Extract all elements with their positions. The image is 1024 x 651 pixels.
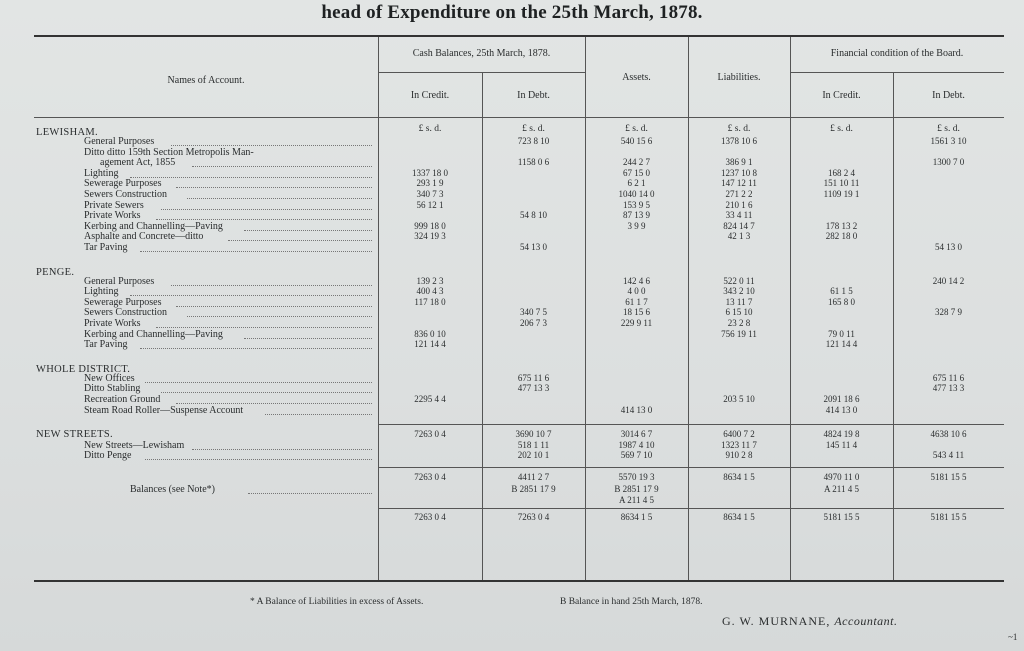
account-label-continued: agement Act, 1855 xyxy=(100,157,176,169)
total-rule xyxy=(378,467,1004,468)
leader-dots xyxy=(161,208,372,210)
amount-cell: 7263 0 4 xyxy=(517,511,550,522)
account-label: Ditto Stabling xyxy=(84,383,141,395)
amount-cell: 675 11 6 xyxy=(932,372,965,383)
amount-cell: 61 1 7 xyxy=(625,296,648,307)
section-heading: NEW STREETS. xyxy=(36,429,113,441)
amount-cell: 1987 4 10 xyxy=(618,439,655,450)
account-label: Private Works xyxy=(84,318,141,329)
amount-cell: 910 2 8 xyxy=(725,450,753,461)
amount-cell: 147 12 11 xyxy=(721,178,757,189)
account-label: Kerbing and Channelling—Paving xyxy=(84,328,223,340)
currency-label: £ s. d. xyxy=(937,124,960,134)
amount-cell: 203 5 10 xyxy=(723,394,755,404)
amount-cell: 23 2 8 xyxy=(727,318,751,328)
amount-cell: 67 15 0 xyxy=(623,167,650,178)
amount-cell: 1337 18 0 xyxy=(412,167,448,178)
page-title: head of Expenditure on the 25th March, 1878. xyxy=(321,2,703,23)
amount-cell: 145 11 4 xyxy=(825,439,858,450)
column-divider xyxy=(378,37,379,580)
header-rule xyxy=(378,72,585,73)
amount-cell: 5181 15 5 xyxy=(930,511,967,522)
leader-dots xyxy=(176,305,372,307)
amount-cell: 5181 15 5 xyxy=(823,511,860,522)
amount-cell: 1040 14 0 xyxy=(618,189,655,199)
header-assets: Assets. xyxy=(622,72,651,83)
header-rule xyxy=(790,72,1004,73)
header-liabilities: Liabilities. xyxy=(717,72,761,83)
amount-cell: 229 9 11 xyxy=(620,318,653,328)
amount-cell: 340 7 3 xyxy=(416,189,444,199)
footnote-b: B Balance in hand 25th March, 1878. xyxy=(560,597,703,607)
amount-cell: 54 13 0 xyxy=(935,242,962,252)
leader-dots xyxy=(244,337,372,339)
total-rule xyxy=(378,508,1004,509)
amount-cell: 386 9 1 xyxy=(725,157,753,168)
amount-cell: 6 15 10 xyxy=(725,307,753,318)
amount-cell: 675 11 6 xyxy=(517,372,550,383)
amount-cell: 178 13 2 xyxy=(825,220,858,231)
amount-cell: 56 12 1 xyxy=(416,199,444,210)
amount-cell: 1323 11 7 xyxy=(721,439,757,450)
leader-dots xyxy=(265,413,372,415)
amount-cell: 153 9 5 xyxy=(623,199,650,210)
amount-cell: 543 4 11 xyxy=(932,450,965,461)
leader-dots xyxy=(248,492,372,494)
account-label: Ditto Penge xyxy=(84,450,132,462)
currency-label: £ s. d. xyxy=(522,124,545,134)
header-bottom-rule xyxy=(34,117,1004,118)
header-names: Names of Account. xyxy=(167,75,245,86)
amount-cell: 271 2 2 xyxy=(725,189,753,199)
amount-cell: 324 19 3 xyxy=(414,231,446,242)
header-in-debt: In Debt. xyxy=(932,90,965,101)
account-label: Kerbing and Channelling—Paving xyxy=(84,220,223,232)
amount-cell: 4824 19 8 xyxy=(823,429,860,440)
amount-cell: 54 13 0 xyxy=(520,242,547,252)
amount-cell: 121 14 4 xyxy=(825,339,858,350)
amount-cell: A 211 4 5 xyxy=(824,483,859,494)
signature-title: Accountant. xyxy=(834,614,898,628)
amount-cell: 1561 3 10 xyxy=(930,136,967,146)
amount-cell: 79 0 11 xyxy=(828,328,855,339)
account-label: Asphalte and Concrete—ditto xyxy=(84,231,204,243)
column-divider xyxy=(893,73,894,580)
amount-cell: 7263 0 4 xyxy=(414,472,446,482)
amount-cell: B 2851 17 9 xyxy=(511,483,556,494)
amount-cell: B 2851 17 9 xyxy=(614,483,659,494)
section-heading: WHOLE DISTRICT. xyxy=(36,363,131,375)
leader-dots xyxy=(130,294,372,296)
section-heading: PENGE. xyxy=(36,266,75,278)
amount-cell: 151 10 11 xyxy=(823,178,860,189)
amount-cell: 5570 19 3 xyxy=(618,472,655,482)
currency-label: £ s. d. xyxy=(418,124,442,134)
bottom-rule xyxy=(34,580,1004,582)
account-label: General Purposes xyxy=(84,136,155,147)
top-rule xyxy=(34,35,1004,37)
amount-cell: 477 13 3 xyxy=(517,383,550,394)
amount-cell: 1300 7 0 xyxy=(932,157,965,168)
amount-cell: 13 11 7 xyxy=(725,296,753,307)
amount-cell: 8634 1 5 xyxy=(723,511,755,522)
leader-dots xyxy=(244,229,372,231)
header-in-debt: In Debt. xyxy=(517,90,550,101)
amount-cell: 1378 10 6 xyxy=(721,136,757,146)
amount-cell: 343 2 10 xyxy=(723,286,755,297)
leader-dots xyxy=(161,391,372,393)
amount-cell: 2295 4 4 xyxy=(414,394,446,404)
leader-dots xyxy=(228,239,372,241)
leader-dots xyxy=(187,315,372,317)
signature-name: G. W. MURNANE, xyxy=(722,614,831,628)
amount-cell: 3690 10 7 xyxy=(515,429,552,440)
amount-cell: 42 1 3 xyxy=(727,231,751,242)
amount-cell: 61 1 5 xyxy=(830,286,853,297)
account-label: Sewers Construction xyxy=(84,307,168,319)
amount-cell: 4970 11 0 xyxy=(823,472,860,482)
header-in-credit: In Credit. xyxy=(410,90,450,101)
leader-dots xyxy=(140,250,372,252)
leader-dots xyxy=(176,186,372,188)
amount-cell: 4411 2 7 xyxy=(517,472,550,482)
amount-cell: 139 2 3 xyxy=(416,275,444,286)
amount-cell: 569 7 10 xyxy=(620,450,653,461)
amount-cell: 168 2 4 xyxy=(828,167,855,178)
header-in-credit: In Credit. xyxy=(822,90,861,101)
amount-cell: 206 7 3 xyxy=(520,318,547,328)
amount-cell: 210 1 6 xyxy=(725,199,753,210)
header-cash-balances: Cash Balances, 25th March, 1878. xyxy=(412,48,551,59)
amount-cell: 6 2 1 xyxy=(627,178,646,189)
account-label: Sewerage Purposes xyxy=(84,178,162,190)
amount-cell: 8634 1 5 xyxy=(723,472,755,482)
amount-cell: 2091 18 6 xyxy=(823,394,860,404)
leader-dots xyxy=(145,458,372,460)
account-label: Private Sewers xyxy=(84,199,144,211)
amount-cell: 328 7 9 xyxy=(935,307,962,318)
leader-dots xyxy=(140,347,372,349)
section-heading: LEWISHAM. xyxy=(36,127,98,138)
amount-cell: 518 1 11 xyxy=(517,439,550,450)
amount-cell: 3014 6 7 xyxy=(620,429,653,440)
signature xyxy=(722,614,898,629)
leader-dots xyxy=(187,197,372,199)
column-divider xyxy=(790,37,791,580)
amount-cell: 522 0 11 xyxy=(723,275,755,286)
amount-cell: 202 10 1 xyxy=(517,450,550,461)
amount-cell: 1237 10 8 xyxy=(721,167,757,178)
amount-cell: 117 18 0 xyxy=(414,296,446,307)
account-label: Steam Road Roller—Suspense Account xyxy=(84,404,244,416)
amount-cell: 7263 0 4 xyxy=(414,511,446,522)
account-label: New Offices xyxy=(84,372,135,384)
amount-cell: 1109 19 1 xyxy=(823,189,860,199)
amount-cell: A 211 4 5 xyxy=(619,495,654,506)
currency-label: £ s. d. xyxy=(727,124,751,134)
leader-dots xyxy=(145,381,372,383)
leader-dots xyxy=(171,284,372,286)
amount-cell: 340 7 5 xyxy=(520,307,547,318)
amount-cell: 5181 15 5 xyxy=(930,472,967,482)
amount-cell: 121 14 4 xyxy=(414,339,446,350)
amount-cell: 33 4 11 xyxy=(725,210,753,221)
amount-cell: 282 18 0 xyxy=(825,231,858,242)
amount-cell: 8634 1 5 xyxy=(620,511,653,522)
amount-cell: 824 14 7 xyxy=(723,220,755,231)
balances-label: Balances (see Note*) xyxy=(130,483,215,495)
amount-cell: 293 1 9 xyxy=(416,178,444,189)
account-label: Tar Paving xyxy=(84,339,128,351)
account-label: Lighting xyxy=(84,167,119,179)
currency-label: £ s. d. xyxy=(830,124,853,134)
amount-cell: 540 15 6 xyxy=(620,136,653,146)
amount-cell: 244 2 7 xyxy=(623,157,650,168)
amount-cell: 4 0 0 xyxy=(627,286,646,297)
amount-cell: 400 4 3 xyxy=(416,286,444,297)
header-financial: Financial condition of the Board. xyxy=(830,48,964,59)
account-label: Private Works xyxy=(84,210,141,222)
leader-dots xyxy=(192,448,372,450)
amount-cell: 999 18 0 xyxy=(414,220,446,231)
amount-cell: 87 13 9 xyxy=(623,210,650,221)
account-label: Lighting xyxy=(84,286,119,298)
amount-cell: 6400 7 2 xyxy=(723,429,755,440)
leader-dots xyxy=(130,176,372,178)
currency-label: £ s. d. xyxy=(625,124,648,134)
amount-cell: 3 9 9 xyxy=(627,220,646,231)
page-mark: ~1 xyxy=(1008,632,1018,642)
account-label: Sewers Construction xyxy=(84,189,168,200)
footnote-a: * A Balance of Liabilities in excess of Assets. xyxy=(250,597,424,607)
account-label: Tar Paving xyxy=(84,242,128,253)
amount-cell: 142 4 6 xyxy=(623,275,650,286)
leader-dots xyxy=(192,165,372,167)
amount-cell: 836 0 10 xyxy=(414,328,446,339)
amount-cell: 1158 0 6 xyxy=(517,157,550,168)
amount-cell: 4638 10 6 xyxy=(930,429,967,440)
account-label: New Streets—Lewisham xyxy=(84,439,185,451)
amount-cell: 7263 0 4 xyxy=(414,429,446,440)
amount-cell: 240 14 2 xyxy=(932,275,965,286)
account-label: Sewerage Purposes xyxy=(84,296,162,308)
amount-cell: 414 13 0 xyxy=(825,404,858,415)
account-label: Ditto ditto 159th Section Metropolis Man- xyxy=(84,146,254,158)
total-rule xyxy=(378,424,1004,425)
amount-cell: 54 8 10 xyxy=(520,210,547,221)
amount-cell: 477 13 3 xyxy=(932,383,965,394)
amount-cell: 756 19 11 xyxy=(721,328,757,339)
amount-cell: 165 8 0 xyxy=(828,296,855,307)
amount-cell: 723 8 10 xyxy=(517,136,550,146)
account-label: General Purposes xyxy=(84,275,155,287)
amount-cell: 18 15 6 xyxy=(623,307,650,318)
account-label: Recreation Ground xyxy=(84,394,161,405)
amount-cell: 414 13 0 xyxy=(620,404,653,415)
